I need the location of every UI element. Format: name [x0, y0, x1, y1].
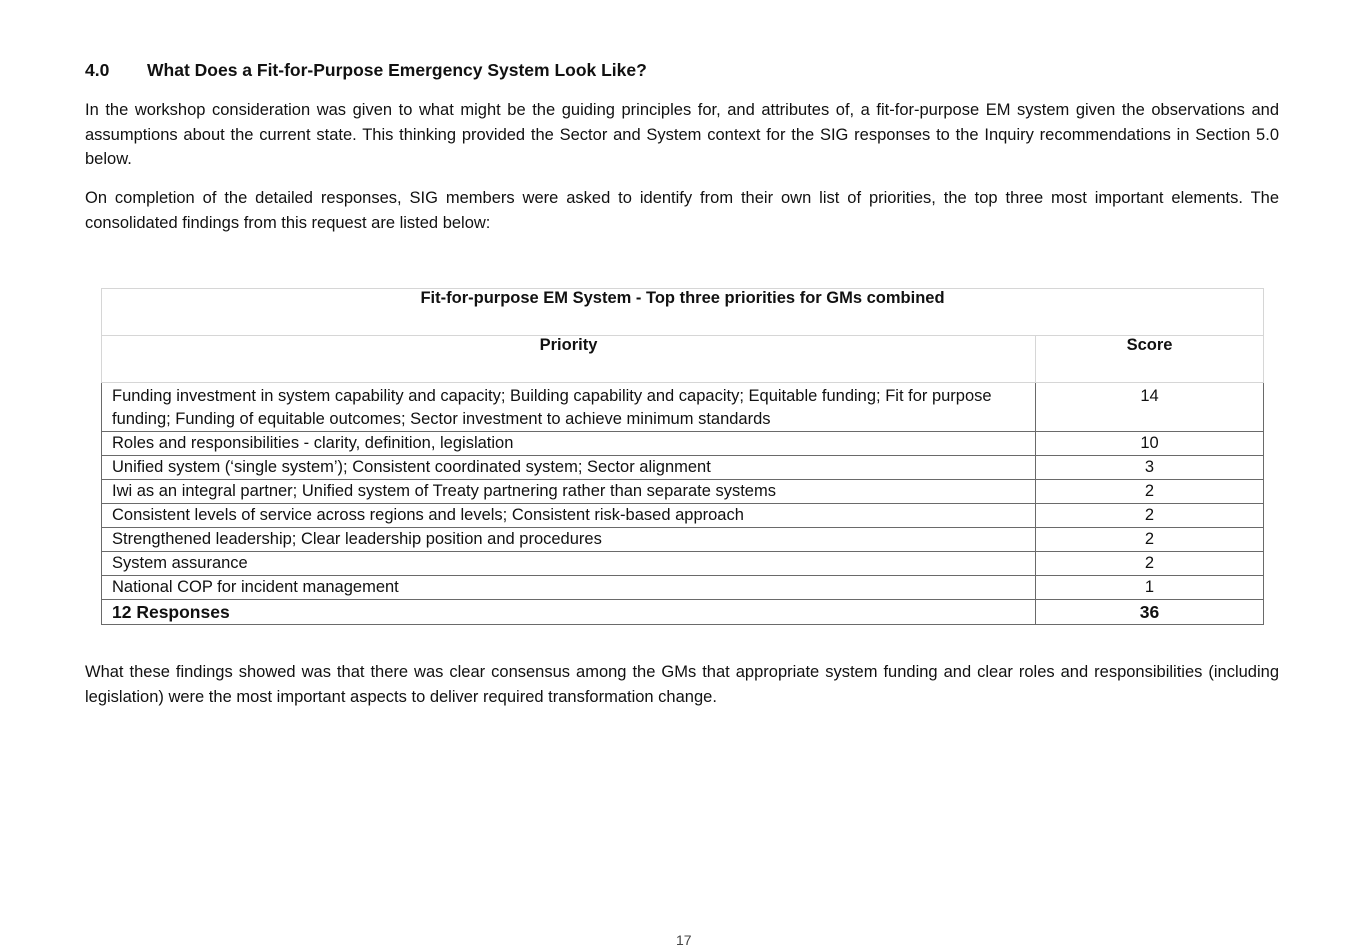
priority-cell: System assurance — [102, 552, 1036, 576]
score-cell: 10 — [1036, 432, 1264, 456]
score-column-header: Score — [1036, 336, 1264, 383]
table-row — [102, 432, 1264, 456]
total-label: 12 Responses — [102, 600, 1036, 625]
section-heading — [85, 60, 647, 81]
table-title-row — [102, 289, 1264, 336]
method-paragraph: On completion of the detailed responses, SIG members were asked to identify from their own list of priorities, the top three most important elements. The consolidated findings from this request are listed below: — [85, 189, 1279, 232]
conclusion-paragraph: What these findings showed was that there was clear consensus among the GMs that appropriate system funding and clear roles and responsibilities (including legislation) were the most important aspects to deliver required transformation change. — [85, 663, 1279, 706]
score-cell: 3 — [1036, 456, 1264, 480]
table-row — [102, 504, 1264, 528]
score-cell: 14 — [1036, 383, 1264, 432]
total-score: 36 — [1036, 600, 1264, 625]
priorities-table-container — [101, 288, 1263, 625]
table-row — [102, 528, 1264, 552]
score-cell: 2 — [1036, 504, 1264, 528]
table-title: Fit-for-purpose EM System - Top three priorities for GMs combined — [102, 289, 1264, 336]
priority-cell: Unified system (‘single system’); Consistent coordinated system; Sector alignment — [102, 456, 1036, 480]
score-cell: 2 — [1036, 480, 1264, 504]
section-number: 4.0 — [85, 60, 110, 80]
priority-cell: Iwi as an integral partner; Unified system of Treaty partnering rather than separate systems — [102, 480, 1036, 504]
score-cell: 2 — [1036, 552, 1264, 576]
section-title: What Does a Fit-for-Purpose Emergency System Look Like? — [147, 60, 647, 80]
table-row — [102, 456, 1264, 480]
intro-paragraph: In the workshop consideration was given to what might be the guiding principles for, and attributes of, a fit-for-purpose EM system given the observations and assumptions about the current state. This thinking provided the Sector and System context for the SIG responses to the Inquiry recommendations in Section 5.0 below. — [85, 101, 1279, 168]
page-number: 17 — [676, 932, 692, 948]
score-cell: 2 — [1036, 528, 1264, 552]
priority-cell: National COP for incident management — [102, 576, 1036, 600]
priority-cell: Consistent levels of service across regions and levels; Consistent risk-based approach — [102, 504, 1036, 528]
priorities-table — [101, 288, 1264, 625]
table-total-row — [102, 600, 1264, 625]
priority-cell: Funding investment in system capability and capacity; Building capability and capacity; Equitable funding; Fit for purpose funding; Funding of equitable outcomes; Sector investment to achieve minimum standards — [102, 383, 1036, 432]
priority-cell: Strengthened leadership; Clear leadership position and procedures — [102, 528, 1036, 552]
table-row — [102, 480, 1264, 504]
priority-column-header: Priority — [102, 336, 1036, 383]
table-row — [102, 576, 1264, 600]
table-row — [102, 552, 1264, 576]
priority-cell: Roles and responsibilities - clarity, definition, legislation — [102, 432, 1036, 456]
table-row — [102, 383, 1264, 432]
table-header-row — [102, 336, 1264, 383]
score-cell: 1 — [1036, 576, 1264, 600]
